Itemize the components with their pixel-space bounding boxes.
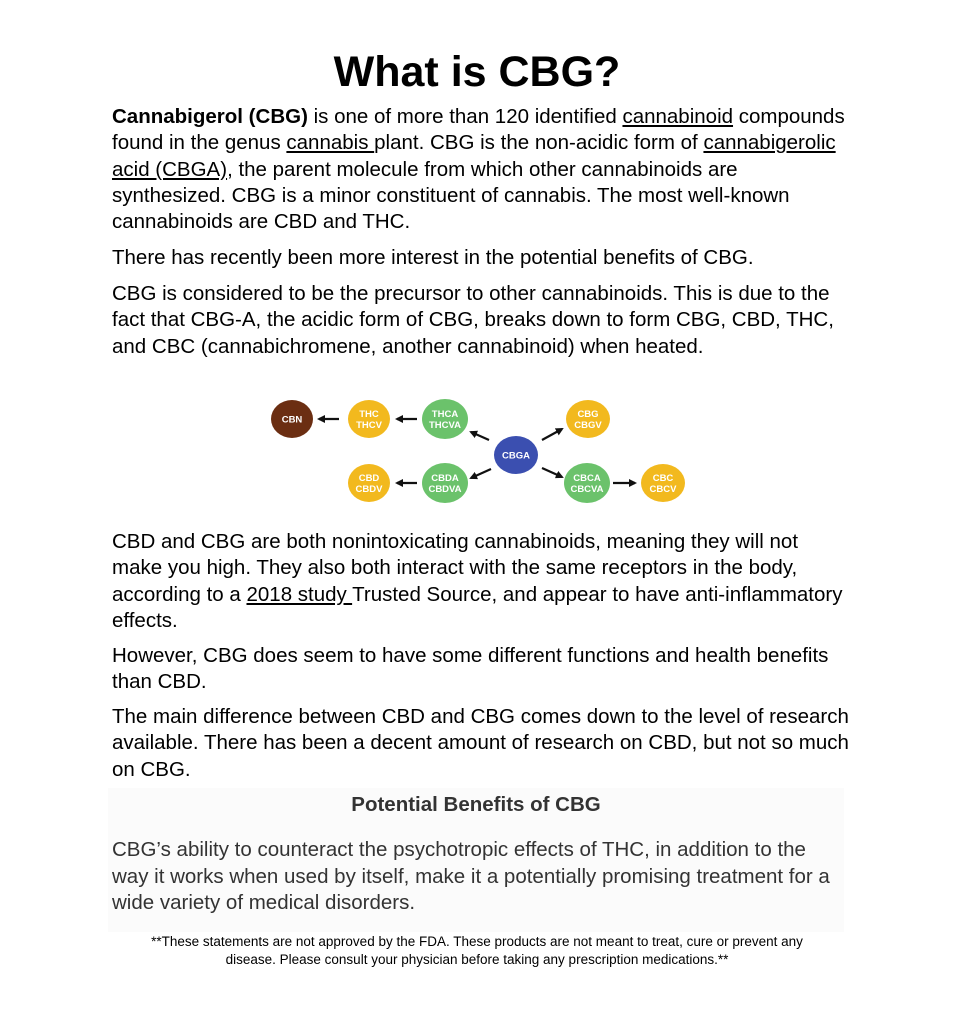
intro-text-2: compounds found in the genus — [112, 105, 845, 155]
cannabis-link[interactable]: cannabis — [286, 131, 375, 155]
study-link[interactable]: 2018 study — [246, 582, 353, 606]
diagram-arrow — [542, 468, 562, 477]
diagram-node-label: THCVA — [428, 420, 462, 431]
diagram-node-cbca — [564, 463, 610, 503]
cannabinoid-diagram — [262, 396, 692, 508]
diagram-arrow — [471, 469, 491, 478]
diagram-node-label: CBC — [652, 473, 674, 484]
disclaimer-line-1: **These statements are not approved by the FDA. These products are not meant to treat, cure or prevent any — [151, 934, 803, 949]
diagram-node-label: CBD — [358, 473, 380, 484]
diagram-node-cbga — [494, 436, 538, 474]
intro-paragraph — [112, 104, 852, 235]
compare-paragraph — [112, 529, 852, 634]
diagram-node-label: THCA — [431, 409, 459, 420]
diagram-node-label: CBCVA — [570, 484, 604, 495]
benefits-heading: Potential Benefits of CBG — [351, 793, 601, 816]
diagram-node-label: CBN — [281, 414, 303, 426]
diagram-node-cbc — [641, 464, 685, 502]
intro-text-4: , the parent molecule from which other cannabinoids are synthesized. CBG is a minor constituent of cannabis. The most well-known cannabinoids are CBD and THC. — [112, 157, 790, 234]
diagram-node-cbda — [422, 463, 468, 503]
page-title: What is CBG? — [333, 48, 621, 96]
diagram-node-cbd — [348, 464, 390, 502]
cannabinoid-link[interactable]: cannabinoid — [622, 105, 734, 128]
diagram-node-thc — [348, 400, 390, 438]
diagram-node-label: CBGV — [574, 420, 602, 431]
diagram-arrow — [471, 432, 489, 440]
diagram-node-label: CBG — [577, 409, 599, 420]
diagram-node-label: CBGA — [502, 450, 530, 462]
benefits-section — [108, 788, 844, 932]
benefits-text: CBG’s ability to counteract the psychotropic effects of THC, in addition to the way it works when used by itself, make it a potentially promising treatment for a wide variety of medical disorders. — [112, 838, 830, 914]
interest-paragraph: There has recently been more interest in the potential benefits of CBG. — [112, 246, 754, 269]
cannabinoid-diagram-svg — [262, 396, 692, 508]
diagram-node-thca — [422, 399, 468, 439]
diagram-node-label: THCV — [356, 420, 382, 431]
diagram-node-label: THC — [359, 409, 379, 420]
diagram-node-cbg — [566, 400, 610, 438]
difference-paragraph: The main difference between CBD and CBG comes down to the level of research available. There has been a decent amount of research on CBD, but not so much on CBG. — [112, 705, 849, 781]
cbga-link[interactable]: cannabigerolic acid (CBGA) — [112, 131, 836, 181]
fda-disclaimer — [0, 933, 954, 969]
diagram-node-label: CBDA — [431, 473, 459, 484]
however-paragraph: However, CBG does seem to have some different functions and health benefits than CBD. — [112, 644, 829, 694]
compare-text-1: CBD and CBG are both nonintoxicating cannabinoids, meaning they will not make you high. They also both interact with the same receptors in the body, according to a — [112, 530, 799, 606]
diagram-arrow — [542, 429, 562, 440]
compare-text-2: Trusted Source, and appear to have anti-inflammatory effects. — [112, 582, 843, 632]
intro-text-3: plant. CBG is the non-acidic form of — [374, 131, 704, 155]
intro-text-1: is one of more than 120 identified — [307, 105, 623, 128]
diagram-node-label: CBCA — [573, 473, 601, 484]
diagram-node-label: CBDVA — [428, 484, 462, 495]
diagram-node-label: CBDV — [355, 484, 383, 495]
cbg-term: Cannabigerol (CBG) — [112, 105, 308, 128]
diagram-node-label: CBCV — [649, 484, 677, 495]
disclaimer-line-2: disease. Please consult your physician before taking any prescription medications.** — [225, 952, 729, 967]
diagram-node-cbn — [271, 400, 313, 438]
precursor-paragraph: CBG is considered to be the precursor to other cannabinoids. This is due to the fact that CBG-A, the acidic form of CBG, breaks down to form CBG, CBD, THC, and CBC (cannabichromene, another cannabinoid) when heated. — [112, 282, 834, 358]
